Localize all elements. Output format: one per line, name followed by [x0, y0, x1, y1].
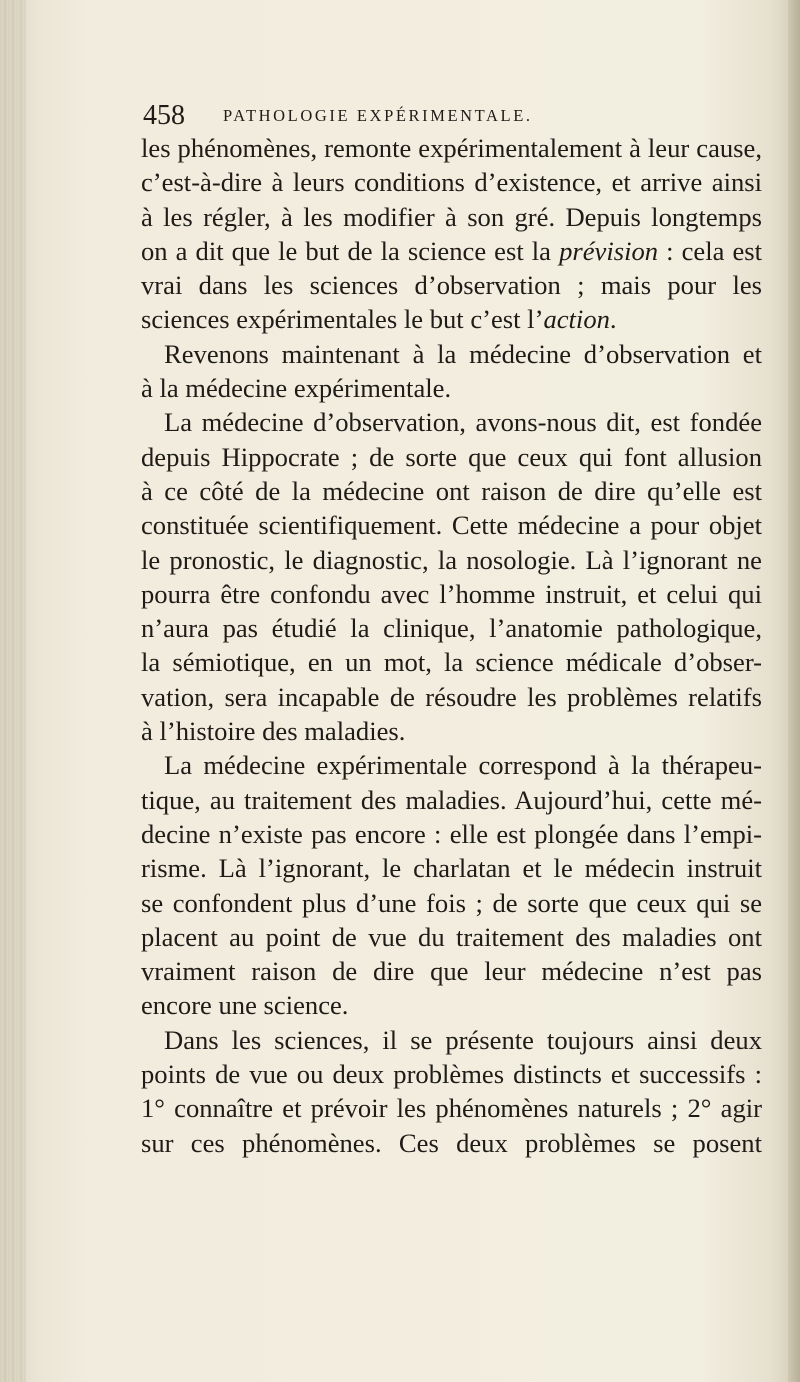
paragraph-first-line: La médecine d’observation, avons-nous dit, est fondée	[164, 407, 762, 438]
text-line: vraiment raison de dire que leur médecine n’est pas	[141, 956, 762, 987]
text-line: vrai dans les sciences d’observation ; mais pour les	[141, 270, 762, 301]
paragraph-first-line: La médecine expérimentale correspond à la thérapeu-	[164, 750, 762, 781]
text-line: les phénomènes, remonte expérimentalement à leur cause,	[141, 133, 762, 163]
page-binding-shadow	[0, 0, 26, 1382]
text-line: pourra être confondu avec l’homme instruit, et celui qui	[141, 578, 762, 609]
text-segment: on a dit que le but de la science est la	[141, 235, 551, 266]
text-segment: : cela est	[658, 235, 762, 266]
page-edge	[788, 0, 800, 1382]
text-line: placent au point de vue du traitement des maladies ont	[141, 921, 762, 952]
italic-word-action: action	[543, 304, 610, 335]
text-line: à l’histoire des maladies.	[141, 716, 406, 747]
text-line: decine n’existe pas encore : elle est plongée dans l’empi-	[141, 818, 762, 849]
text-line: le pronostic, le diagnostic, la nosologie. Là l’ignorant ne	[141, 544, 762, 575]
text-segment: sciences expérimentales le but c’est l’	[141, 304, 544, 335]
text-segment: .	[609, 304, 617, 335]
text-line: constituée scientifiquement. Cette médecine a pour objet	[141, 510, 762, 541]
text-line: 1° connaître et prévoir les phénomènes naturels ; 2° agir	[141, 1093, 762, 1124]
body-text	[141, 131, 762, 1160]
text-line: se confondent plus d’une fois ; de sorte que ceux qui se	[141, 887, 762, 918]
running-title: PATHOLOGIE EXPÉRIMENTALE.	[223, 106, 533, 125]
italic-word-prevision: prévision	[559, 235, 659, 266]
text-line: tique, au traitement des maladies. Aujourd’hui, cette mé-	[141, 784, 762, 815]
text-line: sur ces phénomènes. Ces deux problèmes se posent	[141, 1127, 762, 1158]
text-line-with-italic	[141, 234, 762, 268]
text-line: la sémiotique, en un mot, la science médicale d’obser-	[141, 647, 762, 678]
text-line: n’aura pas étudié la clinique, l’anatomie pathologique,	[141, 613, 762, 644]
text-line: à ce côté de la médecine ont raison de dire qu’elle est	[141, 475, 762, 506]
text-line: depuis Hippocrate ; de sorte que ceux qui font allusion	[141, 441, 762, 472]
text-line: risme. Là l’ignorant, le charlatan et le médecin instruit	[141, 853, 762, 884]
text-line: vation, sera incapable de résoudre les problèmes relatifs	[141, 681, 762, 712]
text-line-with-italic	[141, 302, 762, 336]
text-line: à la médecine expérimentale.	[141, 373, 452, 404]
text-line: encore une science.	[141, 990, 349, 1021]
text-line: points de vue ou deux problèmes distincts et successifs :	[141, 1059, 762, 1090]
paragraph-first-line: Revenons maintenant à la médecine d’observation et	[164, 338, 762, 369]
running-head	[143, 96, 763, 136]
text-line: à les régler, à les modifier à son gré. Depuis longtemps	[141, 201, 762, 232]
text-line: c’est-à-dire à leurs conditions d’existence, et arrive ainsi	[141, 167, 762, 198]
page-number: 458	[143, 100, 185, 131]
paragraph-first-line: Dans les sciences, il se présente toujours ainsi deux	[164, 1024, 762, 1055]
